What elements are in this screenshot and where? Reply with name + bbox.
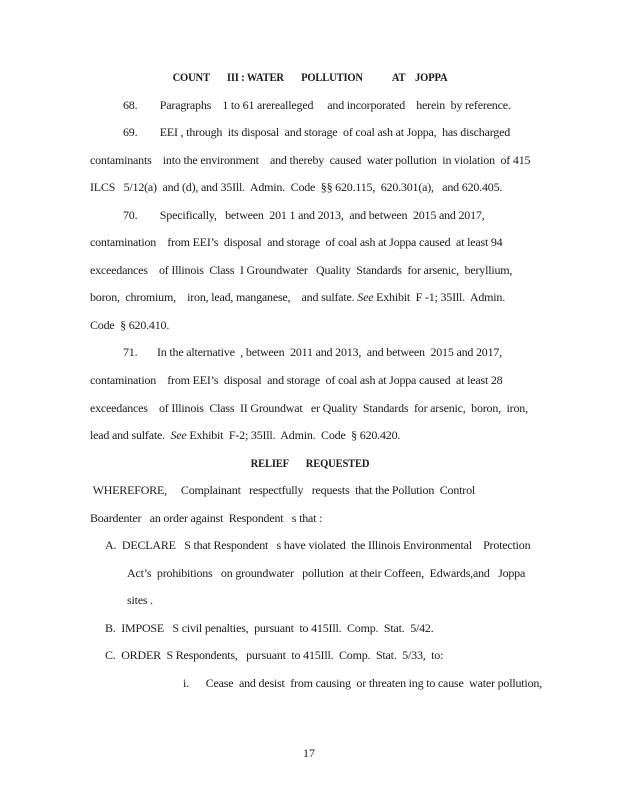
para-71-line-4-pre: lead and sulfate. xyxy=(90,428,171,443)
see-citation-italic: See xyxy=(170,428,187,443)
para-69-line-2: contaminants into the environment and thereby caused water pollution in violation of 415 xyxy=(90,152,531,167)
see-citation-italic: See xyxy=(357,290,374,305)
page-number: 17 xyxy=(303,746,315,760)
para-69-line-3: ILCS 5/12(a) and (d), and 35Ill. Admin. Code §§ 620.115, 620.301(a), and 620.405. xyxy=(90,180,503,195)
count-heading: COUNT III : WATER POLLUTION AT JOPPA xyxy=(172,70,448,84)
relief-sub-item-i-line-1: i. Cease and desist from causing or threaten ing to cause water pollution, xyxy=(183,676,542,691)
para-71-line-4 xyxy=(90,422,530,450)
para-70-line-1: 70. Specifically, between 201 1 and 2013, and between 2015 and 2017, xyxy=(123,207,485,222)
relief-item-a-line-2: Act’s prohibitions on groundwater pollution at their Coffeen, Edwards,and Joppa xyxy=(127,565,526,580)
para-70-line-5: Code § 620.410. xyxy=(90,317,170,332)
para-68-line-1: 68. Paragraphs 1 to 61 arerealleged and incorporated herein by reference. xyxy=(123,97,511,112)
para-70-line-3: exceedances of Illinois Class I Groundwater Quality Standards for arsenic, beryllium, xyxy=(90,262,513,277)
para-71-line-4-post: Exhibit F-2; 35Ill. Admin. Code § 620.420. xyxy=(186,428,401,443)
para-70-line-2: contamination from EEI’s disposal and storage of coal ash at Joppa caused at least 94 xyxy=(90,235,503,250)
relief-item-a-line-3: sites . xyxy=(127,593,153,608)
wherefore-line-2: Boardenter an order against Respondent s that : xyxy=(90,510,323,525)
para-70-line-4-pre: boron, chromium, iron, lead, manganese, and sulfate. xyxy=(90,290,358,305)
wherefore-line-1: WHEREFORE, Complainant respectfully requests that the Pollution Control xyxy=(90,483,476,498)
relief-requested-heading: RELIEF REQUESTED xyxy=(250,455,370,470)
para-71-line-1: 71. In the alternative , between 2011 and 2013, and between 2015 and 2017, xyxy=(123,345,502,360)
para-71-line-2: contamination from EEI’s disposal and storage of coal ash at Joppa caused at least 28 xyxy=(90,373,503,388)
document-body xyxy=(90,64,542,698)
relief-item-b-line-1: B. IMPOSE S civil penalties, pursuant to 415Ill. Comp. Stat. 5/42. xyxy=(105,620,434,635)
relief-item-c-line-1: C. ORDER S Respondents, pursuant to 415Ill. Comp. Stat. 5/33, to: xyxy=(105,648,444,663)
para-70-line-4 xyxy=(90,284,530,312)
para-69-line-1: 69. EEI , through its disposal and storage of coal ash at Joppa, has discharged xyxy=(123,125,511,140)
relief-item-a-line-1: A. DECLARE S that Respondent s have violated the Illinois Environmental Protection xyxy=(105,538,531,553)
para-70-line-4-post: Exhibit F -1; 35Ill. Admin. xyxy=(373,290,506,305)
para-71-line-3: exceedances of Illinois Class II Groundwat er Quality Standards for arsenic, boron, iron, xyxy=(90,400,528,415)
